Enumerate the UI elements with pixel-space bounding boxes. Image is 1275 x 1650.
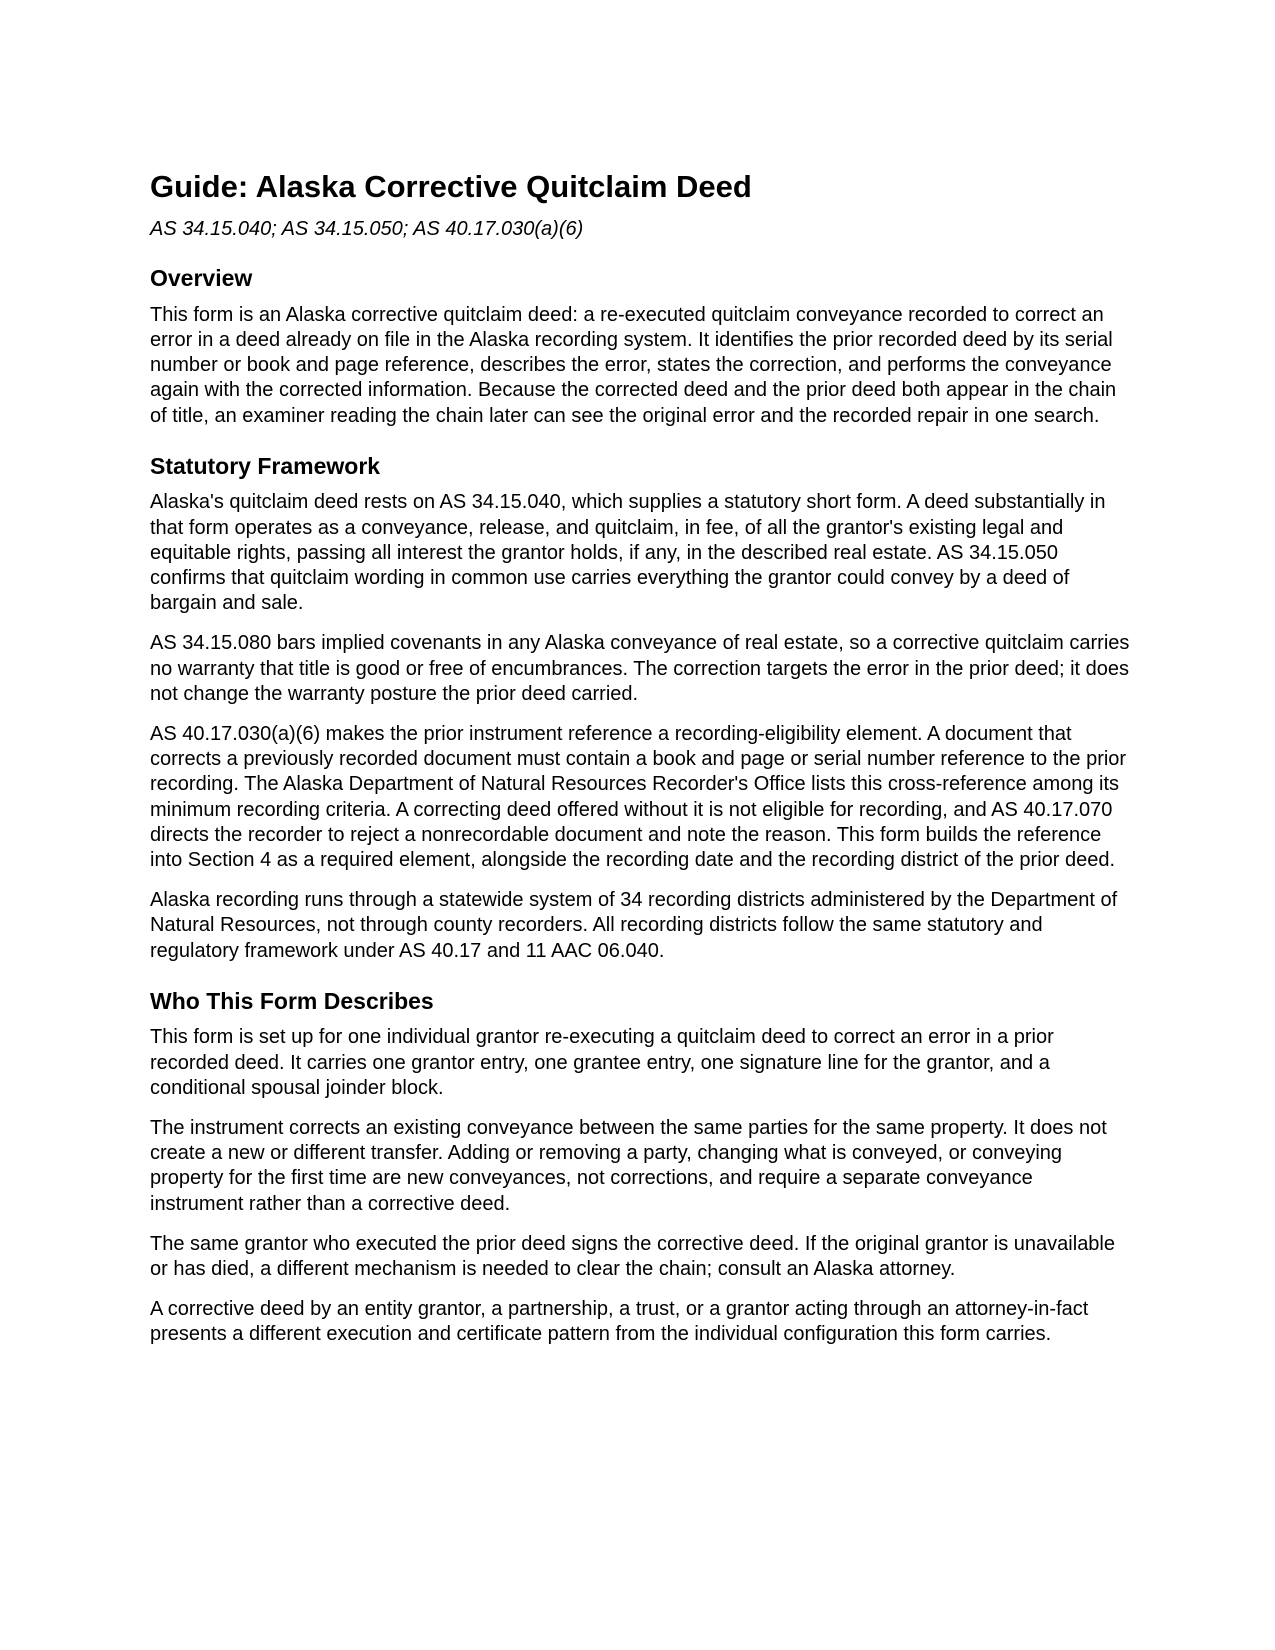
paragraph: The same grantor who executed the prior deed signs the corrective deed. If the original grantor is unavailable or has died, a different mechanism is needed to clear the chain; consult an Alaska attorney. <box>150 1232 1115 1281</box>
section-heading: Overview <box>150 265 253 292</box>
section-heading: Who This Form Describes <box>150 987 434 1014</box>
paragraph: Alaska recording runs through a statewide system of 34 recording districts administered by the Department of Natural Resources, not through county recorders. All recording districts follow the same statutory and regulatory framework under AS 40.17 and 11 AAC 06.040. <box>150 889 1118 962</box>
paragraph: AS 40.17.030(a)(6) makes the prior instrument reference a recording-eligibility element. A document that corrects a previously recorded document must contain a book and page or serial number reference to the prior recording. The Alaska Department of Natural Resources Recorder's Office lists this cross-reference among its minimum recording criteria. A correcting deed offered without it is not eligible for recording, and AS 40.17.070 directs the recorder to reject a nonrecordable document and note the reason. This form builds the reference into Section 4 as a required element, alongside the recording date and the recording district of the prior deed. <box>150 723 1127 872</box>
statute-citation: AS 34.15.040; AS 34.15.050; AS 40.17.030(a)(6) <box>150 218 584 241</box>
paragraph: Alaska's quitclaim deed rests on AS 34.15.040, which supplies a statutory short form. A deed substantially in that form operates as a conveyance, release, and quitclaim, in fee, of all the grantor's existing legal and equitable rights, passing all interest the grantor holds, if any, in the described real estate. AS 34.15.050 confirms that quitclaim wording in common use carries everything the grantor could convey by a deed of bargain and sale. <box>150 491 1106 615</box>
section-statutory-framework <box>150 453 1130 964</box>
paragraph: A corrective deed by an entity grantor, a partnership, a trust, or a grantor acting through an attorney-in-fact presents a different execution and certificate pattern from the individual configuration this form carries. <box>150 1298 1089 1346</box>
page-title: Guide: Alaska Corrective Quitclaim Deed <box>150 169 752 204</box>
document-page <box>150 168 1130 1348</box>
paragraph: AS 34.15.080 bars implied covenants in any Alaska conveyance of real estate, so a corrective quitclaim carries no warranty that title is good or free of encumbrances. The correction targets the error in the prior deed; it does not change the warranty posture the prior deed carried. <box>150 632 1130 705</box>
section-who-this-form-describes <box>150 988 1130 1348</box>
paragraph: The instrument corrects an existing conveyance between the same parties for the same property. It does not create a new or different transfer. Adding or removing a party, changing what is conveyed, or conveying property for the first time are new conveyances, not corrections, and require a separate conveyance instrument rather than a corrective deed. <box>150 1117 1107 1215</box>
section-overview <box>150 265 1130 429</box>
paragraph: This form is set up for one individual grantor re-executing a quitclaim deed to correct an error in a prior recorded deed. It carries one grantor entry, one grantee entry, one signature line for the grantor, and a conditional spousal joinder block. <box>150 1026 1054 1099</box>
paragraph: This form is an Alaska corrective quitclaim deed: a re-executed quitclaim conveyance recorded to correct an error in a deed already on file in the Alaska recording system. It identifies the prior recorded deed by its serial number or book and page reference, describes the error, states the correction, and performs the conveyance again with the corrected information. Because the corrected deed and the prior deed both appear in the chain of title, an examiner reading the chain later can see the original error and the recorded repair in one search. <box>150 303 1117 427</box>
section-heading: Statutory Framework <box>150 452 381 479</box>
